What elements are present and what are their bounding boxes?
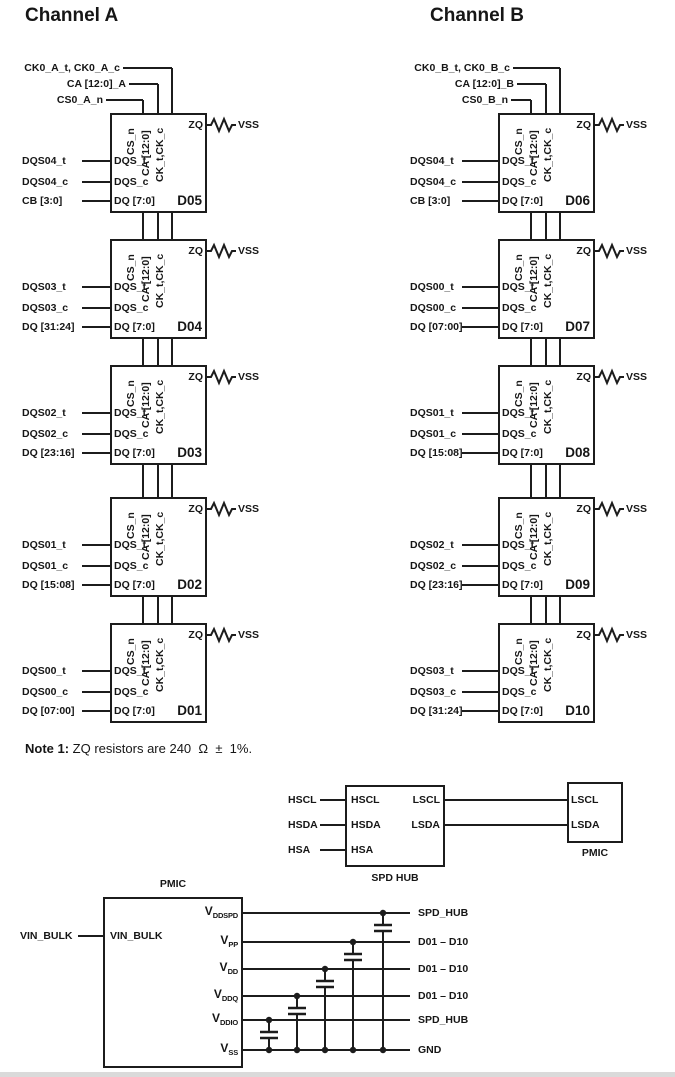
pin-label-ck-rotated: CK_t,CK_c (542, 253, 554, 308)
device-name: D10 (565, 703, 590, 718)
signal-label: DQS01_t (22, 539, 66, 551)
vss-label: VSS (626, 503, 648, 515)
pin-label-ck-rotated: CK_t,CK_c (542, 637, 554, 692)
pin-label-ck-rotated: CK_t,CK_c (542, 127, 554, 182)
pin-label-zq: ZQ (188, 245, 203, 257)
device-name: D03 (177, 445, 202, 460)
pin-label-ca-rotated: CA [12:0] (528, 514, 540, 560)
rail-destination-label: D01 – D10 (418, 936, 469, 948)
zq-resistor (207, 503, 236, 515)
pin-label-ca-rotated: CA [12:0] (528, 382, 540, 428)
device-name: D09 (565, 577, 590, 592)
pin-label-cs-rotated: CS_n (125, 512, 137, 539)
rail-destination-label: SPD_HUB (418, 907, 469, 919)
pin-label-zq: ZQ (188, 119, 203, 131)
top-signal-label: CS0_B_n (461, 94, 508, 106)
zq-resistor (207, 245, 236, 257)
pmic-pin-vin-bulk: VIN_BULK (110, 930, 163, 942)
pin-label-ck-rotated: CK_t,CK_c (542, 511, 554, 566)
signal-label: DQS03_t (410, 665, 454, 677)
note-label: Note 1: (25, 741, 70, 756)
pin-label-dqs-t: DQS_t (502, 665, 535, 677)
pin-label-cs-rotated: CS_n (513, 512, 525, 539)
signal-label: DQS01_c (22, 560, 69, 572)
pmic-pin-label (120, 1040, 238, 1058)
signal-label: DQS03_c (410, 686, 457, 698)
pin-label-dqs-c: DQS_c (502, 560, 537, 572)
pin-label-zq: ZQ (188, 503, 203, 515)
pin-label-dqs-c: DQS_c (114, 302, 149, 314)
vss-label: VSS (626, 119, 648, 131)
signal-label: DQS02_t (22, 407, 66, 419)
zq-resistor (595, 119, 624, 131)
pin-label-zq: ZQ (188, 371, 203, 383)
pin-label-dq: DQ [7:0] (502, 447, 543, 459)
pmic-pin-label (120, 1010, 238, 1028)
signal-label: DQS02_c (22, 428, 69, 440)
signal-label: DQS03_c (22, 302, 69, 314)
pin-label-ck-rotated: CK_t,CK_c (154, 511, 166, 566)
rail-destination-label: SPD_HUB (418, 1014, 469, 1026)
spd-hub-title: SPD HUB (371, 872, 419, 884)
pin-label-cs-rotated: CS_n (513, 380, 525, 407)
pin-label-ca-rotated: CA [12:0] (140, 514, 152, 560)
signal-label: DQ [07:00] (22, 705, 75, 717)
pin-label-dqs-t: DQS_t (502, 407, 535, 419)
signal-label: DQS02_c (410, 560, 457, 572)
pin-label-zq: ZQ (576, 245, 591, 257)
pin-label-dq: DQ [7:0] (502, 195, 543, 207)
junction-dot (350, 939, 356, 945)
hsa-label: HSA (288, 844, 311, 856)
signal-label: DQS03_t (22, 281, 66, 293)
pin-label-dqs-c: DQS_c (114, 686, 149, 698)
pin-label-dqs-t: DQS_t (502, 539, 535, 551)
vss-label: VSS (626, 629, 648, 641)
zq-resistor (595, 629, 624, 641)
pin-label-ck-rotated: CK_t,CK_c (542, 379, 554, 434)
device-name: D06 (565, 193, 590, 208)
signal-label: DQS00_c (22, 686, 69, 698)
pin-label-dqs-c: DQS_c (114, 176, 149, 188)
pin-label-zq: ZQ (576, 371, 591, 383)
top-signal-label: CK0_A_t, CK0_A_c (24, 62, 120, 74)
spd-pin-hsa: HSA (351, 844, 374, 856)
vss-label: VSS (238, 503, 260, 515)
pin-label-ck-rotated: CK_t,CK_c (154, 379, 166, 434)
pin-label-dqs-c: DQS_c (502, 176, 537, 188)
pin-label-dqs-t: DQS_t (114, 665, 147, 677)
signal-label: DQS00_c (410, 302, 457, 314)
junction-dot (294, 993, 300, 999)
device-name: D01 (177, 703, 202, 718)
signal-label: DQS01_c (410, 428, 457, 440)
pin-label-ca-rotated: CA [12:0] (140, 382, 152, 428)
pin-label-dqs-c: DQS_c (502, 428, 537, 440)
signal-label: DQS04_t (410, 155, 454, 167)
pin-label-ca-rotated: CA [12:0] (140, 256, 152, 302)
rail-destination-label: D01 – D10 (418, 963, 469, 975)
pin-label-dq: DQ [7:0] (114, 447, 155, 459)
signal-label: DQS04_t (22, 155, 66, 167)
top-signal-label: CA [12:0]_B (454, 78, 514, 90)
pin-label-dq: DQ [7:0] (114, 705, 155, 717)
signal-label: DQS04_c (22, 176, 69, 188)
pin-label-cs-rotated: CS_n (513, 254, 525, 281)
pin-label-cs-rotated: CS_n (125, 380, 137, 407)
junction-dot (322, 966, 328, 972)
zq-resistor (207, 119, 236, 131)
signal-label: DQS04_c (410, 176, 457, 188)
pin-label-ca-rotated: CA [12:0] (528, 256, 540, 302)
pin-label-ca-rotated: CA [12:0] (140, 130, 152, 176)
vss-label: VSS (238, 371, 260, 383)
pmic-pin-main: V (212, 1011, 221, 1025)
vss-label: VSS (626, 371, 648, 383)
pin-label-ck-rotated: CK_t,CK_c (154, 253, 166, 308)
pin-label-dqs-c: DQS_c (114, 560, 149, 572)
pin-label-dqs-t: DQS_t (114, 539, 147, 551)
signal-label: DQS00_t (410, 281, 454, 293)
vss-label: VSS (626, 245, 648, 257)
signal-label: DQ [23:16] (22, 447, 75, 459)
pmic-pin-main: V (220, 1041, 229, 1055)
top-signal-label: CS0_A_n (56, 94, 103, 106)
pmic-pin-label (120, 986, 238, 1004)
spd-pin-lsda: LSDA (411, 819, 440, 831)
pmic-pin-subscript: SS (228, 1047, 238, 1057)
device-name: D07 (565, 319, 590, 334)
zq-resistor (595, 503, 624, 515)
channel-a-title: Channel A (25, 5, 119, 26)
channel-b-title: Channel B (430, 5, 524, 26)
top-signal-label: CK0_B_t, CK0_B_c (414, 62, 510, 74)
pin-label-ck-rotated: CK_t,CK_c (154, 637, 166, 692)
zq-resistor (595, 245, 624, 257)
pin-label-ca-rotated: CA [12:0] (528, 640, 540, 686)
pmic-pin-main: V (219, 960, 228, 974)
pmic-small-title: PMIC (581, 847, 609, 859)
signal-label: DQ [31:24] (22, 321, 75, 333)
pmic-pin-subscript: DDQ (221, 993, 238, 1003)
pmic-pin-subscript: PP (228, 939, 238, 949)
pin-label-cs-rotated: CS_n (513, 638, 525, 665)
pin-label-cs-rotated: CS_n (513, 128, 525, 155)
pmic-pin-main: V (204, 904, 213, 918)
pin-label-dqs-t: DQS_t (114, 281, 147, 293)
signal-label: CB [3:0] (410, 195, 451, 207)
rail-destination-label: D01 – D10 (418, 990, 469, 1002)
signal-label: DQS00_t (22, 665, 66, 677)
pin-label-ca-rotated: CA [12:0] (528, 130, 540, 176)
device-name: D02 (177, 577, 202, 592)
pmic-pin-subscript: DDIO (220, 1017, 238, 1027)
zq-resistor (207, 371, 236, 383)
pin-label-dqs-c: DQS_c (114, 428, 149, 440)
vss-label: VSS (238, 119, 260, 131)
pmic-title: PMIC (159, 878, 187, 890)
note-body: ZQ resistors are 240 Ω ± 1%. (69, 741, 253, 756)
pin-label-cs-rotated: CS_n (125, 638, 137, 665)
zq-resistor (207, 629, 236, 641)
signal-label: DQ [15:08] (22, 579, 75, 591)
page-edge-shadow (0, 1072, 675, 1077)
zq-resistor (595, 371, 624, 383)
pin-label-dq: DQ [7:0] (114, 195, 155, 207)
pmic-pin-subscript: DDSPD (212, 910, 238, 920)
vss-label: VSS (238, 629, 260, 641)
junction-dot (380, 910, 386, 916)
device-name: D05 (177, 193, 202, 208)
spd-pin-hscl: HSCL (351, 794, 380, 806)
rail-destination-label: GND (418, 1044, 442, 1056)
pin-label-dq: DQ [7:0] (114, 321, 155, 333)
pmic-pin-main: V (213, 987, 222, 1001)
pin-label-ck-rotated: CK_t,CK_c (154, 127, 166, 182)
signal-label: DQ [15:08] (410, 447, 463, 459)
signal-label: DQ [23:16] (410, 579, 463, 591)
signal-label: DQS01_t (410, 407, 454, 419)
pin-label-zq: ZQ (188, 629, 203, 641)
pin-label-zq: ZQ (576, 119, 591, 131)
pmic-pin-label (120, 959, 238, 977)
signal-label: DQ [07:00] (410, 321, 463, 333)
pmic-pin-subscript: DD (227, 966, 238, 976)
vin-bulk-label: VIN_BULK (20, 930, 73, 942)
pin-label-zq: ZQ (576, 503, 591, 515)
top-signal-label: CA [12:0]_A (66, 78, 126, 90)
pin-label-dq: DQ [7:0] (502, 705, 543, 717)
pmic-pin-lsda: LSDA (571, 819, 600, 831)
pin-label-dqs-t: DQS_t (114, 407, 147, 419)
pmic-pin-main: V (220, 933, 229, 947)
pin-label-dqs-t: DQS_t (114, 155, 147, 167)
hsda-label: HSDA (288, 819, 318, 831)
signal-label: DQS02_t (410, 539, 454, 551)
pin-label-dqs-t: DQS_t (502, 281, 535, 293)
pin-label-dq: DQ [7:0] (502, 321, 543, 333)
pmic-pin-label (120, 903, 238, 921)
pmic-pin-lscl: LSCL (571, 794, 599, 806)
pin-label-ca-rotated: CA [12:0] (140, 640, 152, 686)
pin-label-dq: DQ [7:0] (114, 579, 155, 591)
pin-label-dqs-t: DQS_t (502, 155, 535, 167)
pin-label-cs-rotated: CS_n (125, 128, 137, 155)
signal-label: DQ [31:24] (410, 705, 463, 717)
pmic-pin-label (120, 932, 238, 950)
device-name: D08 (565, 445, 590, 460)
vss-label: VSS (238, 245, 260, 257)
hscl-label: HSCL (288, 794, 317, 806)
junction-dot (266, 1017, 272, 1023)
device-name: D04 (177, 319, 202, 334)
pin-label-zq: ZQ (576, 629, 591, 641)
pmic-small-box (567, 782, 623, 843)
spd-pin-lscl: LSCL (412, 794, 440, 806)
pin-label-dqs-c: DQS_c (502, 686, 537, 698)
note-text (25, 741, 252, 757)
pin-label-dq: DQ [7:0] (502, 579, 543, 591)
pin-label-cs-rotated: CS_n (125, 254, 137, 281)
spd-pin-hsda: HSDA (351, 819, 381, 831)
pin-label-dqs-c: DQS_c (502, 302, 537, 314)
signal-label: CB [3:0] (22, 195, 63, 207)
